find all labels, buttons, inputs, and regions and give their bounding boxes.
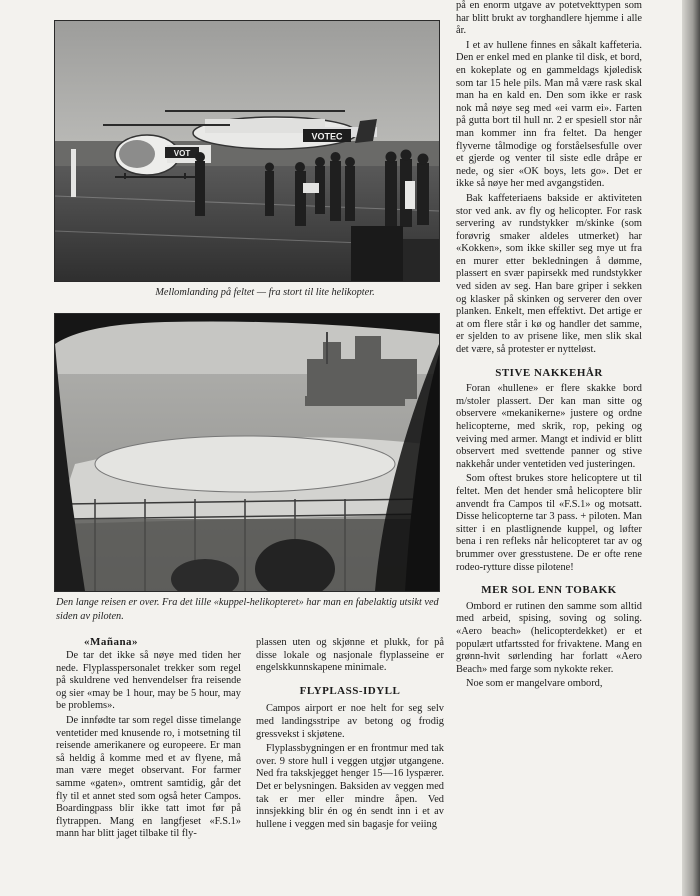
right-intro-paragraph: på en enorm utgave av potetvekttypen som har blitt brukt av torghandlere hjemme i alle år. [456,0,642,37]
right-paragraph: Som oftest brukes store helicoptere ut til feltet. Men det hender små helicoptere blir anvendt fra Campos til «F.S.1» og motsatt. Disse helicopterne tar 3 pass. + piloten. Man sitter i en plastlignende kuppel, og løfter bena i ren refleks når helicopteret tar av og brummer over gresstustene. De er ofte rene rodeo-rytture disse pilotene! [456,473,642,573]
right-paragraph: Bak kaffeteriaens bakside er aktiviteten stor ved ank. av fly og helicopter. For rask servering av rundstykker m/skinke (som forøvrig smaker aldeles utmerket) har «Kokken», som ikke skiller seg mye ut fra en murer etter bekledningen å dømme, plassert en svær papirsekk med rundstykker ved siden av seg. Han bare griper i sekken og klasker på skinken og serverer den over planken. Enkelt, men effektivt. Det artige er at om flere står i kø og handler det samme, er sjelden to av prisene like, men slik skal det være, så protester er nytteløst. [456,192,642,356]
middle-paragraph: Campos airport er noe helt for seg selv med landingsstripe av betong og frodig gressvekst i skjøtene. [256,703,444,740]
cockpit-view-photo [54,313,440,592]
right-paragraph: Ombord er rutinen den samme som alltid med arbeid, spising, soving og soling. «Aero beach» (helicopterdekket) er et populært utfartssted for frivaktene. Mang en grønn-hvit sørlending har forlatt «Aero Beach» med farge som nykokte reker. [456,600,642,675]
helicopter-landing-photo [54,20,440,282]
page-edge-shadow [682,0,700,896]
helicopter-landing-image [55,21,439,281]
middle-text-column [256,637,444,831]
heading-mer-sol-enn-tobakk: MER SOL ENN TOBAKK [481,584,617,597]
helicopter-large-logo: VOTEC [311,131,343,142]
cockpit-view-image [55,314,439,591]
right-paragraph: Noe som er mangelvare ombord, [466,678,603,690]
photo2-caption: Den lange reisen er over. Fra det lille «kuppel-helikopteret» har man en fabelaktig utsikt ved siden av piloten. [56,597,439,622]
photo1-caption: Mellomlanding på feltet — fra stort til lite helikopter. [155,287,375,298]
right-text-column [456,0,642,691]
right-paragraph: I et av hullene finnes en såkalt kaffeteria. Den er enkel med en planke til disk, et bord, en kokeplate og en gammeldags kjøledisk som tar 15 hele pils. Man må være rask skal man ha en kald en. Den som ikke er rask nok må nøye seg med «ei varm ei». Farten på gutta bort til hull nr. 2 er spesiell stor når man kommer inn fra feltet. Da henger flyverne tålmodige og forståelsesfulle over et gjerde og venter til siste edle dråpe er nede, og sier «OK boys, lets go». Det er ikke så nøye her med avgangstiden. [456,39,642,190]
middle-paragraph: Flyplassbygningen er en frontmur med tak over. 9 store hull i veggen utgjør utgangene. Ned fra takskjegget henger 15—16 lyspærer. Det er belysningen. Baksiden av veggen med tak er mer eller mindre åpen. Ved innsjekking blir én og én sendt inn i et av hullene i veggen med sin bagasje for veiing [256,743,444,830]
right-paragraph: Foran «hullene» er flere skakke bord m/stoler plassert. Der kan man sitte og observere «mekanikerne» justere og ordne helicopterne, med skrik, rop, peking og veiving med armer. Mangt et individ er blitt observert med svettende panner og stive nakkehår under ventetiden ved justeringen. [456,383,642,470]
middle-intro-paragraph: plassen uten og skjønne et plukk, for på disse lokale og nasjonale flyplasseine er engelskkunnskapene minimale. [256,637,444,674]
heading-manana: «Mañana» [83,636,139,648]
heading-flyplass-idyll: FLYPLASS-IDYLL [299,684,401,697]
helicopter-small-logo: VOT [173,149,191,158]
left-paragraph: De innfødte tar som regel disse timelange ventetider med knusende ro, i motsetning til reisende amerikanere og europeere. Er man så heldig å komme med et av flyene, må man være meget observant. For farmer samme «gaten», omtrent samtidig, går det fly til et annet sted som også heter Campos. Boardingpass blir ikke tatt imot før på flytrappen. Mang en langfjeset «F.S.1» mann har blitt jaget tilbake til fly- [56,714,241,840]
heading-stive-nakkehar: STIVE NAKKEHÅR [495,366,603,379]
left-text-column [56,650,241,841]
left-paragraph: De tar det ikke så nøye med tiden her nede. Flyplasspersonalet trekker som regel på skuldrene ved henvendelser fra reisende og sier «may be 1 hour, may be 5 hour, may be problems». [56,650,241,712]
